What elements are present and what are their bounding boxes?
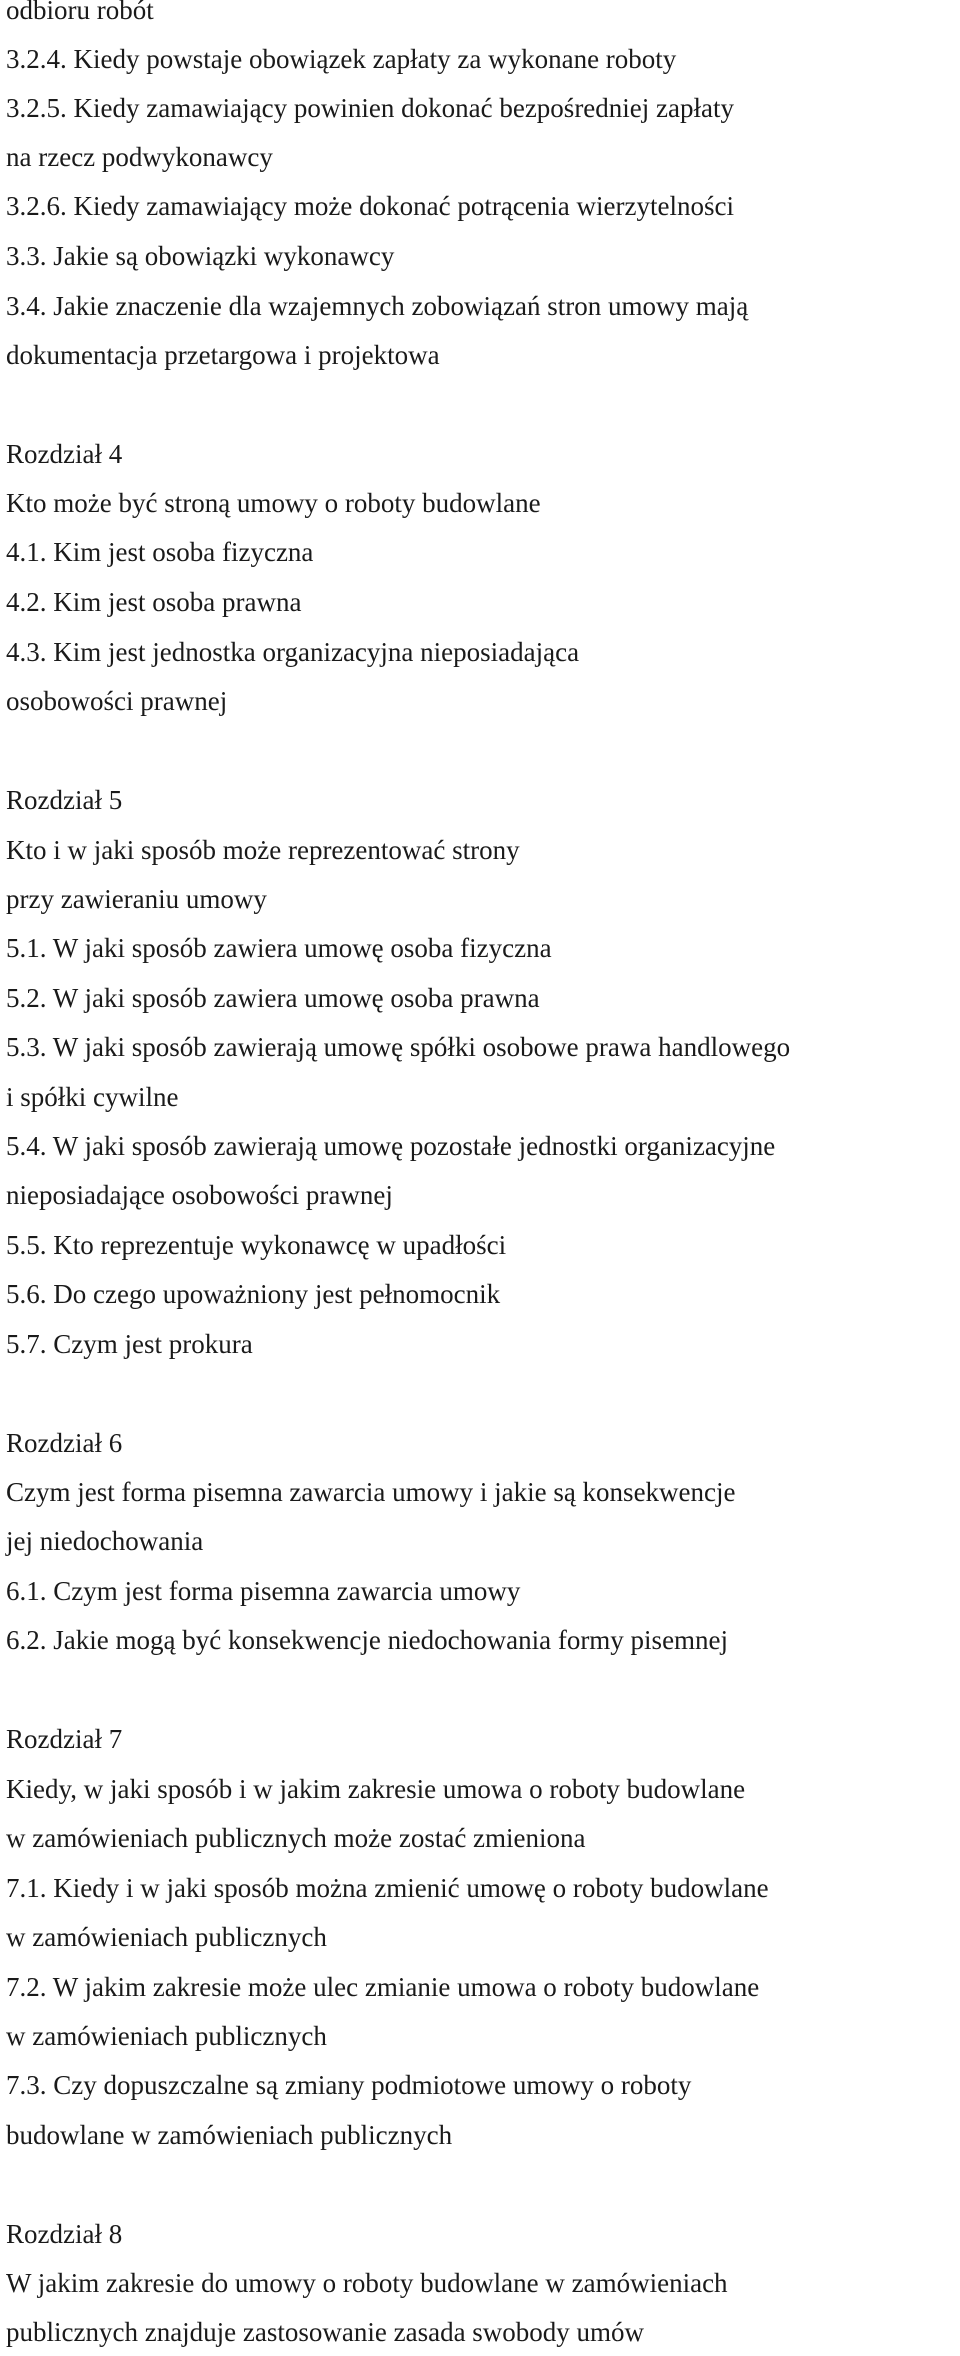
toc-line: nieposiadające osobowości prawnej <box>6 1180 393 1210</box>
chapter-title: W jakim zakresie do umowy o roboty budowlane w zamówieniach <box>6 2268 728 2298</box>
toc-line: dokumentacja przetargowa i projektowa <box>6 340 440 370</box>
toc-line: w zamówieniach publicznych <box>6 2021 327 2051</box>
chapter-title: jej niedochowania <box>6 1526 204 1556</box>
toc-line: 3.4. Jakie znaczenie dla wzajemnych zobowiązań stron umowy mają <box>6 291 749 321</box>
toc-line: 6.1. Czym jest forma pisemna zawarcia umowy <box>6 1576 521 1606</box>
toc-line: 3.2.5. Kiedy zamawiający powinien dokonać bezpośredniej zapłaty <box>6 93 734 123</box>
chapter-title: Kiedy, w jaki sposób i w jakim zakresie umowa o roboty budowlane <box>6 1774 746 1804</box>
toc-line: 5.6. Do czego upoważniony jest pełnomocnik <box>6 1279 501 1309</box>
toc-line: 4.2. Kim jest osoba prawna <box>6 587 302 617</box>
toc-line: w zamówieniach publicznych <box>6 1922 327 1952</box>
toc-line: 7.1. Kiedy i w jaki sposób można zmienić umowę o roboty budowlane <box>6 1873 769 1903</box>
toc-line: 7.2. W jakim zakresie może ulec zmianie umowa o roboty budowlane <box>6 1972 760 2002</box>
chapter-heading: Rozdział 5 <box>6 785 123 815</box>
chapter-title: publicznych znajduje zastosowanie zasada swobody umów <box>6 2317 645 2347</box>
chapter-title: Kto może być stroną umowy o roboty budowlane <box>6 488 541 518</box>
toc-line: odbioru robót <box>6 0 154 25</box>
toc-line: 5.2. W jaki sposób zawiera umowę osoba prawna <box>6 983 540 1013</box>
toc-line: i spółki cywilne <box>6 1082 179 1112</box>
chapter-title: Czym jest forma pisemna zawarcia umowy i jakie są konsekwencje <box>6 1477 736 1507</box>
chapter-heading: Rozdział 6 <box>6 1428 123 1458</box>
chapter-title: w zamówieniach publicznych może zostać zmieniona <box>6 1823 586 1853</box>
toc-line: 3.2.6. Kiedy zamawiający może dokonać potrącenia wierzytelności <box>6 191 734 221</box>
chapter-heading: Rozdział 4 <box>6 439 123 469</box>
toc-line: osobowości prawnej <box>6 686 228 716</box>
toc-line: 3.2.4. Kiedy powstaje obowiązek zapłaty za wykonane roboty <box>6 44 677 74</box>
toc-line: 7.3. Czy dopuszczalne są zmiany podmiotowe umowy o roboty <box>6 2070 692 2100</box>
chapter-heading: Rozdział 7 <box>6 1724 123 1754</box>
toc-line: 4.3. Kim jest jednostka organizacyjna nieposiadająca <box>6 637 580 667</box>
chapter-title: przy zawieraniu umowy <box>6 884 267 914</box>
toc-line: 3.3. Jakie są obowiązki wykonawcy <box>6 241 395 271</box>
toc-line: 5.7. Czym jest prokura <box>6 1329 253 1359</box>
toc-line: 5.3. W jaki sposób zawierają umowę spółki osobowe prawa handlowego <box>6 1032 791 1062</box>
toc-line: 6.2. Jakie mogą być konsekwencje niedochowania formy pisemnej <box>6 1625 729 1655</box>
toc-line: 5.4. W jaki sposób zawierają umowę pozostałe jednostki organizacyjne <box>6 1131 776 1161</box>
chapter-heading: Rozdział 8 <box>6 2219 123 2249</box>
chapter-title: Kto i w jaki sposób może reprezentować strony <box>6 835 520 865</box>
toc-line: na rzecz podwykonawcy <box>6 142 273 172</box>
toc-line: 5.1. W jaki sposób zawiera umowę osoba fizyczna <box>6 933 552 963</box>
toc-line: budowlane w zamówieniach publicznych <box>6 2120 453 2150</box>
toc-line: 5.5. Kto reprezentuje wykonawcę w upadłości <box>6 1230 507 1260</box>
toc-line: 4.1. Kim jest osoba fizyczna <box>6 537 314 567</box>
